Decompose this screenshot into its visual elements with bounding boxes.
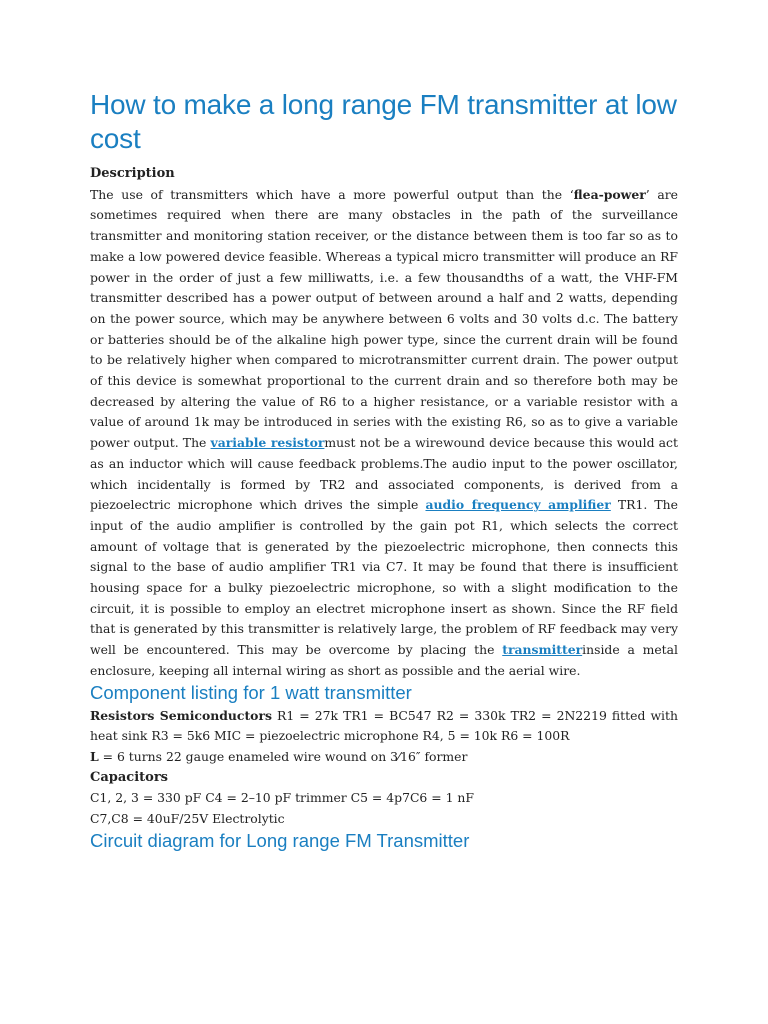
transmitter-link[interactable]: transmitter — [502, 642, 583, 658]
component-listing-heading: Component listing for 1 watt transmitter — [90, 681, 412, 703]
paragraph-text-1: The use of transmitters which have a more powerful output than the ‘ — [90, 186, 574, 202]
resistors-label: Resistors Semiconductors — [90, 707, 272, 723]
flea-power-term: flea-power — [573, 186, 646, 202]
paragraph-text-5: inside a metal enclosure, keeping all internal wiring as short as possible and the aerial wire. — [90, 642, 678, 678]
paragraph-text-3: must not be a wirewound device because this would act as an inductor which will cause feedback problems.The audio input to the power oscillator, which incidentally is formed by TR2 and associated components, is derived from a piezoelectric microphone which drives the simple — [90, 435, 678, 513]
resistors-semiconductors-list — [90, 706, 678, 747]
inductor-text: = 6 turns 22 gauge enameled wire wound on 3⁄16″ former — [98, 748, 468, 764]
paragraph-text-4: TR1. The input of the audio amplifier is controlled by the gain pot R1, which selects the correct amount of voltage that is generated by the piezoelectric microphone, then connects this signal to the base of audio amplifier TR1 via C7. It may be found that there is insufficient housing space for a bulky piezoelectric microphone, so with a slight modification to the circuit, it is possible to employ an electret microphone insert as shown. Since the RF field that is generated by this transmitter is relatively large, the problem of RF feedback may very well be encountered. This may be overcome by placing the — [90, 497, 678, 658]
description-heading: Description — [90, 166, 175, 181]
capacitors-line-1: C1, 2, 3 = 330 pF C4 = 2–10 pF trimmer C5 = 4p7C6 = 1 nF — [90, 790, 474, 806]
article — [90, 88, 678, 854]
variable-resistor-link[interactable]: variable resistor — [210, 435, 325, 451]
inductor-label: L — [90, 748, 99, 764]
inductor-line — [90, 747, 678, 768]
paragraph-text-2: ’ are sometimes required when there are many obstacles in the path of the surveillance transmitter and monitoring station receiver, or the distance between them is too far so as to make a low powered device feasible. Whereas a typical micro transmitter will produce an RF power in the order of just a few milliwatts, i.e. a few thousandths of a watt, the VHF-FM transmitter described has a power output of between around a half and 2 watts, depending on the power source, which may be anywhere between 6 volts and 30 volts d.c. The battery or batteries should be of the alkaline high power type, since the current drain will be found to be relatively higher when compared to microtransmitter current drain. The power output of this device is somewhat proportional to the current drain and so therefore both may be decreased by altering the value of R6 to a higher resistance, or a variable resistor with a value of around 1k may be introduced in series with the existing R6, so as to give a variable power output. The — [90, 186, 678, 451]
audio-frequency-amplifier-link[interactable]: audio frequency amplifier — [425, 497, 611, 513]
page-title: How to make a long range FM transmitter at low cost — [90, 89, 677, 154]
description-paragraph — [90, 185, 678, 682]
resistors-text: R1 = 27k TR1 = BC547 R2 = 330k TR2 = 2N2219 fitted with heat sink R3 = 5k6 MIC = piezoelectric microphone R4, 5 = 10k R6 = 100R — [90, 707, 678, 744]
capacitors-line-2: C7,C8 = 40uF/25V Electrolytic — [90, 811, 285, 827]
circuit-diagram-heading: Circuit diagram for Long range FM Transmitter — [90, 829, 470, 851]
capacitors-heading: Capacitors — [90, 769, 168, 785]
